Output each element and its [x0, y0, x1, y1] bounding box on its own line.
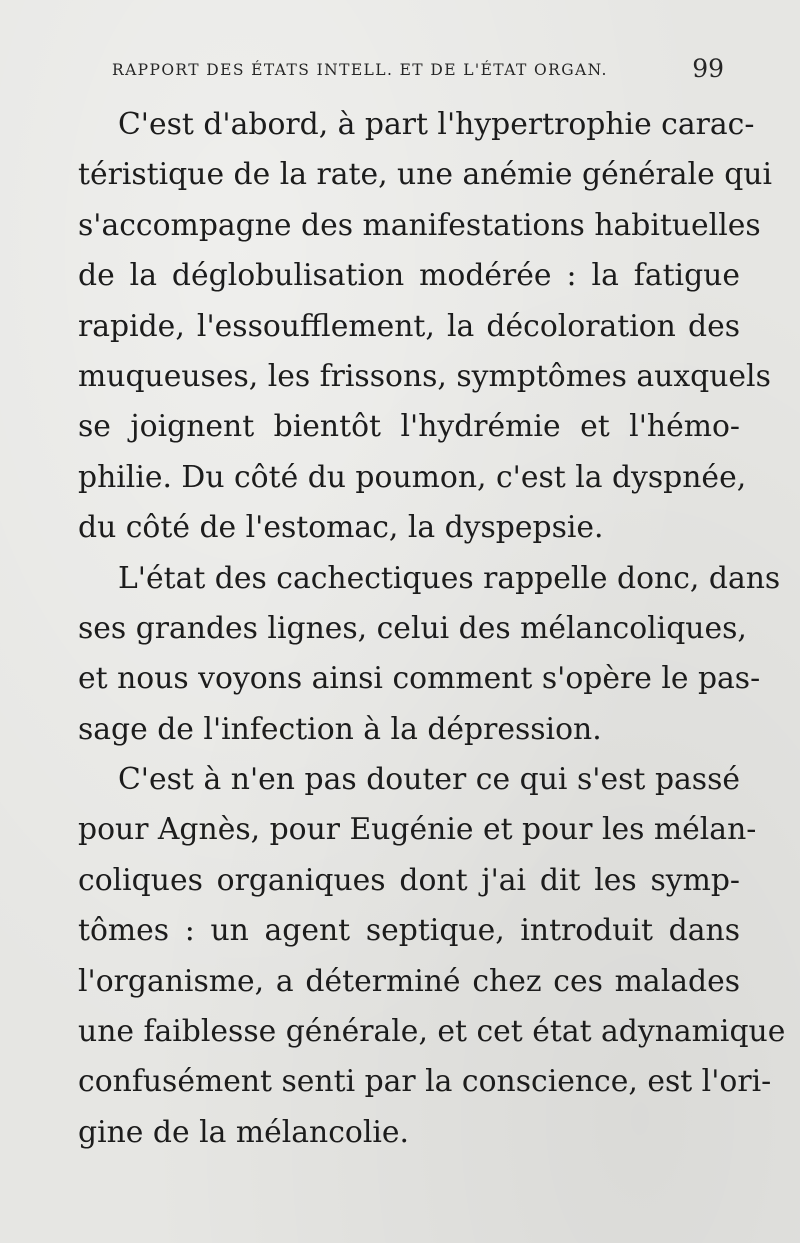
paragraph-1 [78, 100, 772, 554]
paragraph-3 [78, 755, 786, 1158]
text-line: tômes : un agent septique, introduit dans [78, 913, 740, 949]
text-line: de la déglobulisation modérée : la fatigue [78, 258, 740, 294]
body-text [78, 100, 786, 1158]
text-line: ses grandes lignes, celui des mélancoliques, [78, 610, 747, 646]
text-line: philie. Du côté du poumon, c'est la dyspnée, [78, 459, 747, 495]
paragraph-2 [78, 554, 781, 756]
text-line: se joignent bientôt l'hydrémie et l'hémo- [78, 409, 740, 445]
page-number: 99 [692, 54, 724, 83]
text-line: une faiblesse générale, et cet état adynamique [78, 1014, 786, 1050]
text-line: C'est à n'en pas douter ce qui s'est passé [118, 762, 740, 798]
page-header [112, 52, 732, 88]
text-line: confusément senti par la conscience, est l'ori- [78, 1064, 772, 1100]
text-line: C'est d'abord, à part l'hypertrophie carac- [118, 107, 755, 142]
running-title: RAPPORT DES ÉTATS INTELL. ET DE L'ÉTAT ORGAN. [112, 61, 608, 79]
text-line: rapide, l'essoufflement, la décoloration des [78, 308, 740, 344]
text-line: s'accompagne des manifestations habituelles [78, 207, 761, 243]
text-line: gine de la mélancolie. [78, 1114, 410, 1150]
text-line: téristique de la rate, une anémie générale qui [78, 157, 772, 193]
text-line: et nous voyons ainsi comment s'opère le pas- [78, 661, 761, 697]
text-line: coliques organiques dont j'ai dit les symp- [78, 862, 740, 898]
text-line: muqueuses, les frissons, symptômes auxquels [78, 358, 771, 394]
text-line: du côté de l'estomac, la dyspepsie. [78, 510, 604, 546]
text-line: L'état des cachectiques rappelle donc, dans [118, 560, 781, 596]
text-line: l'organisme, a déterminé chez ces malades [78, 963, 740, 999]
text-line: sage de l'infection à la dépression. [78, 711, 602, 747]
text-line: pour Agnès, pour Eugénie et pour les mélan- [78, 812, 757, 848]
